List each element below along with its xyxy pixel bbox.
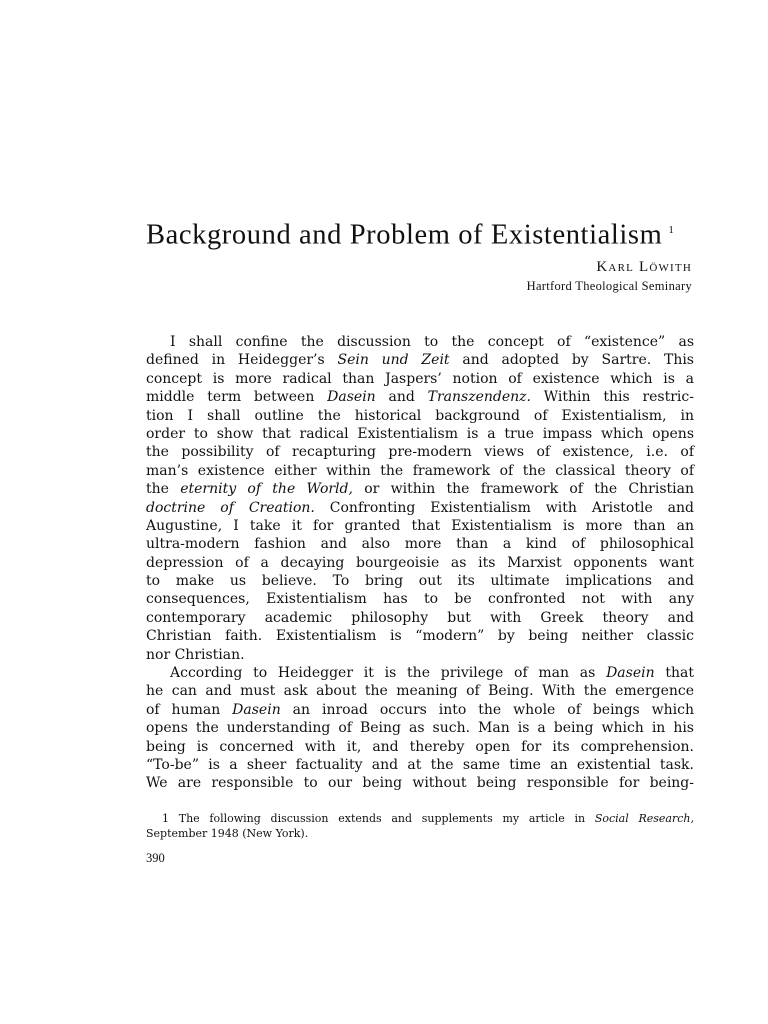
body-text: order to show that radical Existentialism is a true impass which opens	[146, 425, 694, 442]
body-line	[146, 407, 694, 425]
body-text: the	[146, 481, 181, 498]
body-italic-text: doctrine of Creation.	[146, 499, 315, 516]
body-text: opens the understanding of Being as such. Man is a being which in his	[146, 720, 694, 737]
body-line	[146, 590, 694, 608]
body-line	[146, 462, 694, 480]
body-text: that	[654, 665, 694, 682]
body-text: or within the framework of the Christian	[352, 481, 694, 498]
body-text: man’s existence either within the framework of the classical theory of	[146, 462, 694, 479]
body-line	[146, 370, 694, 388]
body-italic-text: Transzendenz.	[427, 389, 531, 406]
body-text: being is concerned with it, and thereby open for its comprehension.	[146, 738, 694, 755]
body-italic-text: Dasein	[606, 665, 655, 682]
title-footnote-marker: 1	[668, 224, 675, 236]
body-text: According to Heidegger it is the privilege of man as	[170, 665, 607, 682]
body-text: Christian faith. Existentialism is “modern” by being neither classic	[146, 628, 694, 645]
body-text: the possibility of recapturing pre-modern views of existence, i.e. of	[146, 444, 694, 461]
body-line	[146, 517, 694, 535]
body-line	[146, 535, 694, 553]
footnote-italic-text: Social Research,	[594, 812, 694, 825]
body-line	[146, 388, 694, 406]
footnote-line	[146, 811, 694, 826]
body-line	[146, 351, 694, 369]
body-text: defined in Heidegger’s	[146, 352, 338, 369]
body-text: concept is more radical than Jaspers’ notion of existence which is a	[146, 370, 694, 387]
article-title-text: Background and Problem of Existentialism	[146, 219, 663, 251]
body-italic-text: Dasein	[232, 701, 281, 718]
article-title	[146, 212, 706, 254]
body-text: an inroad occurs into the whole of beings which	[280, 701, 694, 718]
body-line	[146, 425, 694, 443]
body-line	[146, 627, 694, 645]
body-line	[146, 701, 694, 719]
body-text: Confronting Existentialism with Aristotle and	[314, 499, 695, 516]
body-text: Within this restric-	[530, 389, 694, 406]
body-text: consequences, Existentialism has to be confronted not with any	[146, 591, 694, 608]
body-line	[146, 738, 694, 756]
body-text: middle term between	[146, 389, 328, 406]
page-number: 390	[146, 851, 165, 865]
body-line	[146, 774, 694, 792]
body-line	[146, 499, 694, 517]
body-line	[146, 664, 694, 682]
body-line	[146, 609, 694, 627]
body-text: he can and must ask about the meaning of Being. With the emergence	[146, 683, 694, 700]
body-text: of human	[146, 701, 233, 718]
body-text: Augustine, I take it for granted that Existentialism is more than an	[146, 517, 694, 534]
body-line	[146, 443, 694, 461]
body-text	[146, 333, 694, 793]
body-text: and	[375, 389, 428, 406]
body-text: “To-be” is a sheer factuality and at the same time an existential task.	[146, 756, 694, 773]
body-text: depression of a decaying bourgeoisie as its Marxist opponents want	[146, 554, 694, 571]
body-italic-text: Dasein	[327, 389, 376, 406]
body-line	[146, 554, 694, 572]
body-line	[146, 756, 694, 774]
footnote	[146, 811, 694, 841]
body-line	[146, 572, 694, 590]
body-line	[146, 719, 694, 737]
body-text: nor Christian.	[146, 646, 245, 663]
body-line	[146, 480, 694, 498]
body-text: to make us believe. To bring out its ultimate implications and	[146, 573, 694, 590]
author-name: Karl Löwith	[596, 259, 692, 275]
body-text: tion I shall outline the historical background of Existentialism, in	[146, 407, 694, 424]
body-line	[146, 333, 694, 351]
body-text: and adopted by Sartre. This	[449, 352, 694, 369]
body-text: ultra-modern fashion and also more than a kind of philosophical	[146, 536, 694, 553]
body-text: contemporary academic philosophy but with Greek theory and	[146, 609, 694, 626]
body-text: I shall confine the discussion to the concept of “existence” as	[170, 334, 694, 350]
footnote-text: 1 The following discussion extends and supplements my article in	[162, 812, 595, 825]
body-italic-text: eternity of the World,	[180, 481, 353, 498]
body-line	[146, 646, 694, 664]
body-text: We are responsible to our being without being responsible for being-	[146, 775, 694, 792]
footnote-line	[146, 826, 694, 841]
body-italic-text: Sein und Zeit	[337, 352, 450, 369]
author-affiliation: Hartford Theological Seminary	[526, 279, 692, 293]
footnote-text: September 1948 (New York).	[146, 827, 309, 840]
body-line	[146, 682, 694, 700]
